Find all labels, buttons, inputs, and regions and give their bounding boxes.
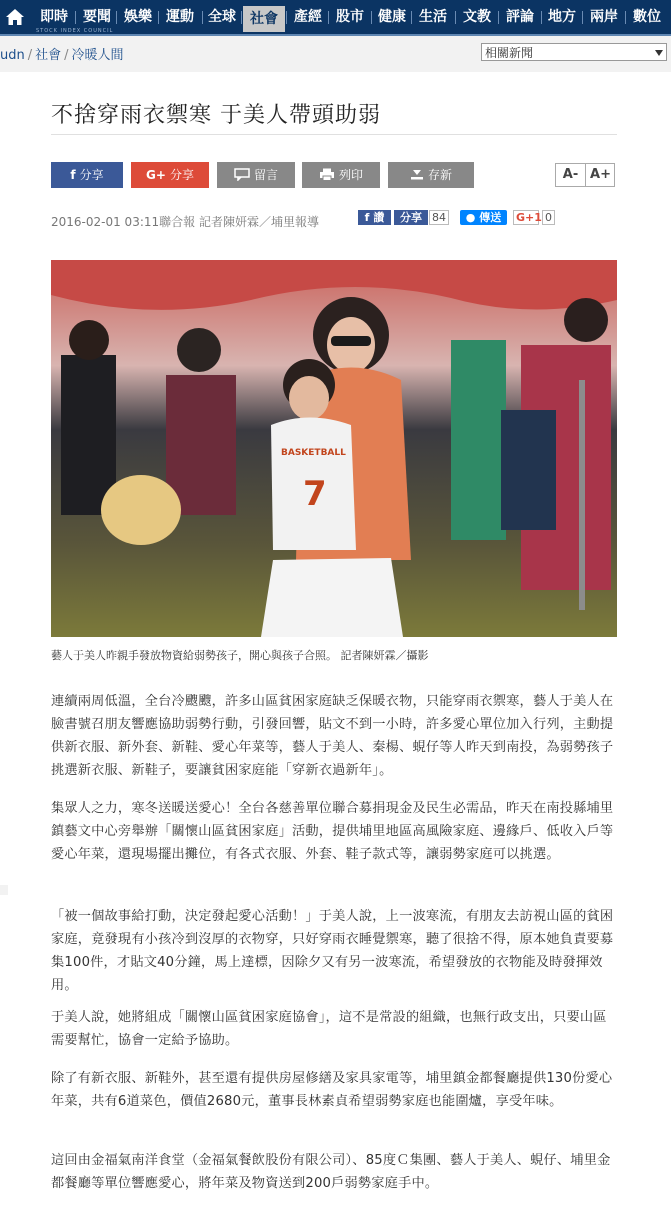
paragraph: 于美人說，她將組成「關懷山區貧困家庭協會」，這不是常設的組織，也無行政支出，只要山區需要幫忙，協會一定給予協助。 — [51, 1010, 607, 1048]
nav-separator — [202, 11, 203, 24]
related-news-selected: 相關新聞 — [485, 46, 534, 60]
font-decrease-button[interactable]: A- — [556, 164, 586, 186]
nav-separator — [498, 11, 499, 24]
nav-item[interactable]: 股市 — [336, 9, 364, 25]
nav-separator — [328, 11, 329, 24]
nav-item[interactable]: 要聞 — [83, 9, 111, 25]
photo-jersey-number: 7 — [303, 474, 327, 514]
paragraph: 集眾人之力，寒冬送暖送愛心！全台各慈善單位聯合募捐現金及民生必需品，昨天在南投縣埔里鎮藝文中心旁舉辦「關懷山區貧困家庭」活動，提供埔里地區高風險家庭、邊緣戶、低收入戶等愛心年菜，還現場擺出攤位，有各式衣服、外套、鞋子款式等，讓弱勢家庭可以挑選。 — [51, 801, 614, 862]
photo-caption: 藝人于美人昨親手發放物資給弱勢孩子，開心與孩子合照。 記者陳妍霖／攝影 — [51, 649, 429, 662]
nav-separator — [286, 11, 287, 24]
nav-item[interactable]: 健康 — [378, 9, 406, 25]
related-news-select[interactable] — [481, 43, 667, 61]
nav-item[interactable]: 評論 — [506, 9, 534, 25]
nav-separator — [455, 11, 456, 24]
top-nav — [0, 0, 671, 36]
messenger-send-button[interactable]: ● 傳送 — [460, 210, 507, 225]
nav-item[interactable]: 即時 — [40, 9, 68, 25]
font-increase-button[interactable]: A+ — [590, 167, 611, 182]
fb-share-small-button[interactable]: 分享 — [394, 210, 428, 225]
nav-separator — [241, 11, 242, 24]
article-title: 不捨穿雨衣禦寒 于美人帶頭助弱 — [51, 103, 381, 128]
gplus-icon: G+ — [146, 168, 166, 182]
comment-icon — [234, 162, 250, 188]
photo-jersey-text: BASKETBALL — [281, 448, 346, 458]
nav-separator — [625, 11, 626, 24]
nav-separator — [411, 11, 412, 24]
facebook-icon: f — [70, 168, 76, 182]
nav-separator — [75, 11, 76, 24]
print-button[interactable]: 列印 — [302, 162, 380, 188]
paragraph: 連續兩周低溫，全台冷颼颼，許多山區貧困家庭缺乏保暖衣物，只能穿雨衣禦寒，藝人于美人在臉書號召朋友響應協助弱勢行動，引發回響，貼文不到一小時，許多愛心單位加入行列，主動提供新衣服、新外套、新鞋、愛心年菜等，藝人于美人、秦楊、蜆仔等人昨天到南投，為弱勢孩子挑選新衣服、新鞋子，要讓貧困家庭能「穿新衣過新年」。 — [51, 694, 614, 778]
messenger-icon: ● — [465, 211, 476, 224]
nav-separator — [582, 11, 583, 24]
nav-item[interactable]: 數位 — [633, 9, 661, 25]
nav-separator — [371, 11, 372, 24]
nav-item[interactable]: 社會 — [243, 6, 285, 32]
breadcrumb-subsection[interactable]: 冷暖人間 — [71, 48, 124, 63]
article-photo — [51, 260, 617, 637]
breadcrumb-section[interactable]: 社會 — [35, 48, 62, 63]
gplus-share-button[interactable]: G+ 分享 — [131, 162, 209, 188]
nav-item[interactable]: 文教 — [463, 9, 491, 25]
paragraph: 這回由金福氣南洋食堂（金福氣餐飲股份有限公司）、85度Ｃ集團、藝人于美人、蜆仔、埔里金都餐廳等單位響應愛心，將年菜及物資送到200戶弱勢家庭手中。 — [51, 1153, 611, 1191]
font-size-controls — [555, 163, 615, 187]
printer-icon — [319, 162, 335, 188]
facebook-icon: f — [364, 211, 370, 224]
nav-item[interactable]: 運動 — [166, 9, 194, 25]
breadcrumb: udn / 社會 / 冷暖人間 — [0, 48, 124, 63]
title-divider — [51, 134, 617, 135]
gplus-count: 0 — [542, 210, 555, 225]
nav-item[interactable]: 地方 — [548, 9, 576, 25]
chevron-down-icon — [655, 50, 663, 56]
paragraph: 除了有新衣服、新鞋外，甚至還有提供房屋修繕及家具家電等，埔里鎮金都餐廳提供130份愛心年菜，共有6道菜色，價值2680元，董事長林素貞希望弱勢家庭也能圍爐，享受年味。 — [51, 1071, 613, 1109]
nav-item[interactable]: 生活 — [419, 9, 447, 25]
comment-button[interactable]: 留言 — [217, 162, 295, 188]
download-icon — [410, 162, 424, 188]
nav-separator — [158, 11, 159, 24]
photo-illustration — [51, 260, 617, 637]
nav-tiny-text: STOCK INDEX COUNCIL — [36, 28, 114, 34]
nav-separator — [541, 11, 542, 24]
nav-item[interactable]: 兩岸 — [590, 9, 618, 25]
nav-item[interactable]: 全球 — [208, 9, 236, 25]
facebook-share-button[interactable]: f 分享 — [51, 162, 123, 188]
paragraph: 「被一個故事給打動，決定發起愛心活動！」于美人說，上一波寒流，有朋友去訪視山區的貧困家庭，竟發現有小孩冷到沒厚的衣物穿，只好穿雨衣睡覺禦寒，聽了很捨不得，原本她負責要募集100件，才貼文40分鐘，馬上達標，因除夕又有另一波寒流，希望發放的衣物能及時發揮效用。 — [51, 909, 614, 993]
article-meta: 2016-02-01 03:11聯合報 記者陳妍霖／埔里報導 — [51, 215, 319, 229]
save-button[interactable]: 存新 — [388, 162, 474, 188]
page-gap — [0, 885, 8, 895]
fb-like-button[interactable]: f 讚 — [358, 210, 391, 225]
home-icon[interactable] — [4, 6, 26, 28]
nav-item[interactable]: 娛樂 — [124, 9, 152, 25]
fb-share-count: 84 — [429, 210, 449, 225]
gplus-one-button[interactable]: G+1 — [513, 210, 539, 225]
nav-separator — [116, 11, 117, 24]
breadcrumb-site[interactable]: udn — [0, 48, 25, 63]
nav-item[interactable]: 產經 — [294, 9, 322, 25]
